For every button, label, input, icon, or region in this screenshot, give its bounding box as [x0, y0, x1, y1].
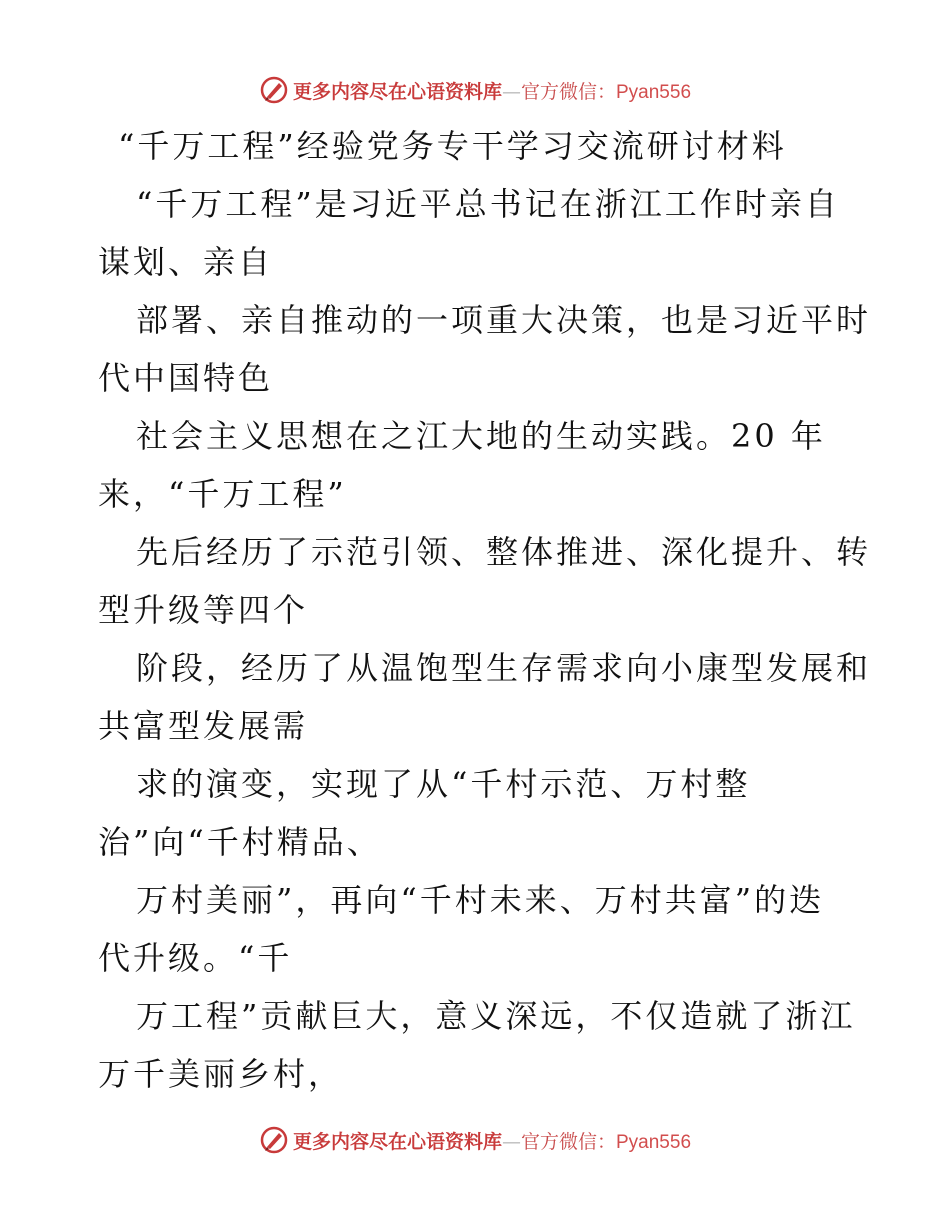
doc-line: 万工程”贡献巨大，意义深远，不仅造就了浙江 — [136, 997, 856, 1035]
banner-account: Pyan556 — [616, 1131, 692, 1153]
doc-line: 谋划、亲自 — [98, 243, 274, 281]
doc-line: 共富型发展需 — [98, 707, 309, 745]
doc-line: 来，“千万工程” — [98, 475, 347, 513]
doc-line: 型升级等四个 — [98, 591, 309, 629]
banner-separator: — — [501, 80, 521, 103]
doc-line: 阶段，经历了从温饱型生存需求向小康型发展和 — [136, 649, 872, 687]
doc-line: 先后经历了示范引领、整体推进、深化提升、转 — [136, 533, 872, 571]
banner-account: Pyan556 — [616, 81, 692, 103]
doc-line: 代升级。“千 — [98, 939, 293, 977]
banner-separator: — — [501, 1130, 521, 1153]
doc-line: 部署、亲自推动的一项重大决策，也是习近平时 — [136, 301, 872, 339]
header-banner — [0, 72, 950, 108]
doc-line: 求的演变，实现了从“千村示范、万村整 — [136, 765, 751, 803]
doc-line: “千万工程”是习近平总书记在浙江工作时亲自 — [136, 185, 840, 223]
doc-title: “千万工程”经验党务专干学习交流研讨材料 — [118, 127, 787, 165]
banner-site-text: 更多内容尽在心语资料库 — [292, 1130, 502, 1153]
banner-site-text: 更多内容尽在心语资料库 — [292, 80, 502, 103]
doc-line: 万千美丽乡村， — [98, 1055, 344, 1093]
banner-wechat-label: 官方微信： — [520, 80, 616, 103]
footer-banner — [0, 1122, 950, 1158]
doc-line: 社会主义思想在之江大地的生动实践。20 年 — [136, 417, 826, 455]
doc-line: 代中国特色 — [98, 359, 274, 397]
pen-logo-icon — [259, 1125, 289, 1155]
banner-wechat-label: 官方微信： — [520, 1130, 616, 1153]
doc-line: 万村美丽”，再向“千村未来、万村共富”的迭 — [136, 881, 825, 919]
doc-line: 治”向“千村精品、 — [98, 823, 382, 861]
pen-logo-icon — [259, 75, 289, 105]
